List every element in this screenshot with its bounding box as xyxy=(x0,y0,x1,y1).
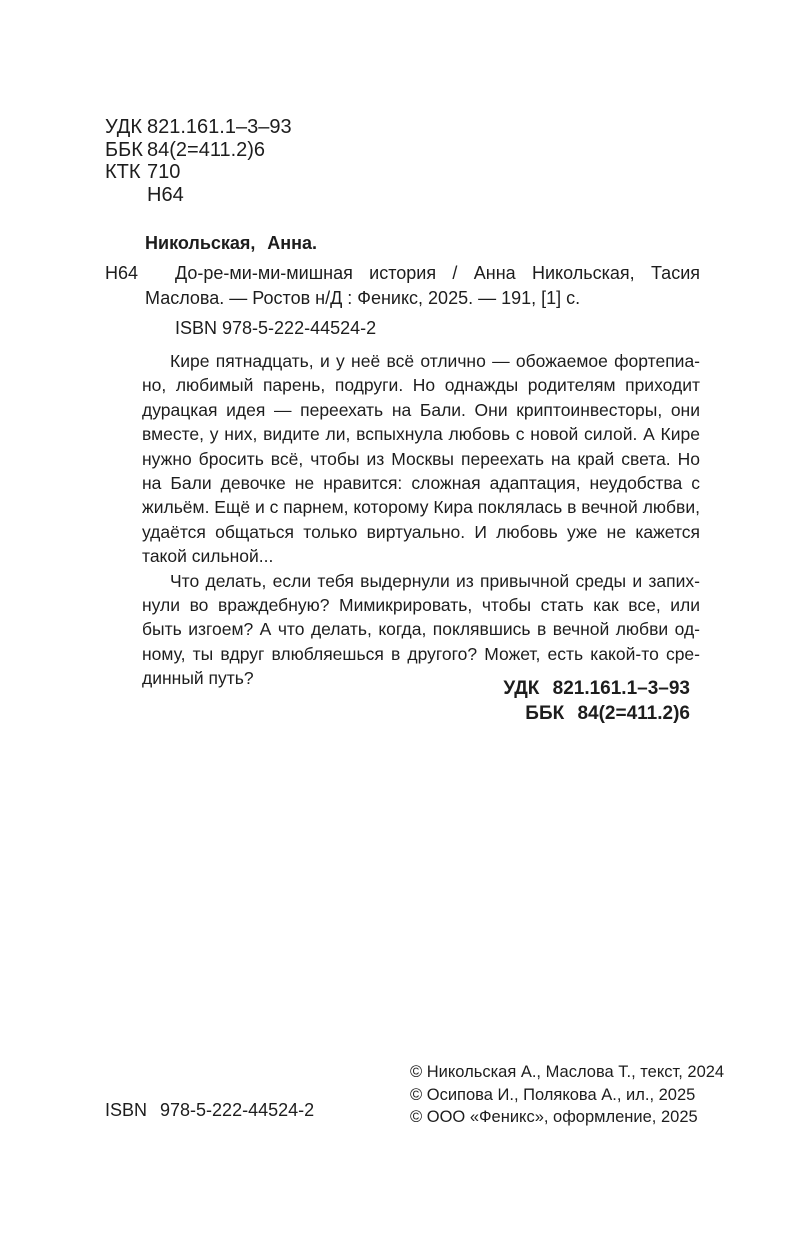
copyright-line-text: © Никольская А., Маслова Т., текст, 2024 xyxy=(410,1063,725,1081)
bibliographic-record xyxy=(105,261,700,310)
bbk-value: 84(2=411.2)6 xyxy=(147,138,266,161)
udk-label: УДК xyxy=(105,116,143,138)
empty-label xyxy=(105,184,147,207)
annotation-paragraph-1: Кире пятнадцать, и у неё всё отлично — обожаемое фортепиано, любимый парень, подруги. Но однажды родителям приходит дурацкая идея — переехать на Бали. Они криптоинвесторы, они вместе, у них, видите ли, вспыхнула любовь с новой силой. А Кире нужно бросить всё, чтобы из Москвы переехать на край света. Но на Бали девочке не нравится: сложная адаптация, неудобства с жильём. Ещё и с парнем, которому Кира поклялась в вечной любви, удаётся общаться только виртуально. И любовь уже не кажется такой сильной... xyxy=(142,351,700,567)
record-description: До-ре-ми-ми-мишная история / Анна Никольская, Тасия Маслова. — Ростов н/Д : Феникс, 2025. — 191, [1] с. xyxy=(145,263,700,308)
ktk-row xyxy=(105,161,292,184)
copyright-line-design: © ООО «Феникс», оформление, 2025 xyxy=(410,1108,698,1127)
udk-value: 821.161.1–3–93 xyxy=(147,116,292,138)
udk-right: УДК 821.161.1–3–93 xyxy=(503,678,690,699)
bbk-label: ББК xyxy=(105,138,143,161)
udk-row xyxy=(105,116,292,139)
bbk-row xyxy=(105,139,292,162)
ktk-label: КТК xyxy=(105,161,141,183)
author-sign-row xyxy=(105,184,292,207)
author-sign-value: Н64 xyxy=(147,183,184,206)
annotation-block xyxy=(142,349,700,691)
author-heading: Никольская, Анна. xyxy=(145,233,318,253)
annotation-paragraph-2: Что делать, если тебя выдернули из привычной среды и запихнули во враждебную? Мимикрировать, чтобы стать как все, или быть изгоем? А что делать, когда, поклявшись в вечной любви одному, ты вдруг влюбляешься в другого? Может, есть какой-то срединный путь? xyxy=(142,570,700,689)
ktk-value: 710 xyxy=(147,161,181,183)
bbk-right: ББК 84(2=411.2)6 xyxy=(525,703,690,724)
copyright-line-illustrations: © Осипова И., Полякова А., ил., 2025 xyxy=(410,1085,696,1104)
classification-codes-right xyxy=(503,676,690,726)
record-author-sign: Н64 xyxy=(105,263,139,283)
footer-isbn: ISBN 978-5-222-44524-2 xyxy=(105,1100,315,1120)
copyright-block xyxy=(410,1061,724,1129)
isbn-line: ISBN 978-5-222-44524-2 xyxy=(175,318,377,338)
classification-codes-block xyxy=(105,116,292,206)
